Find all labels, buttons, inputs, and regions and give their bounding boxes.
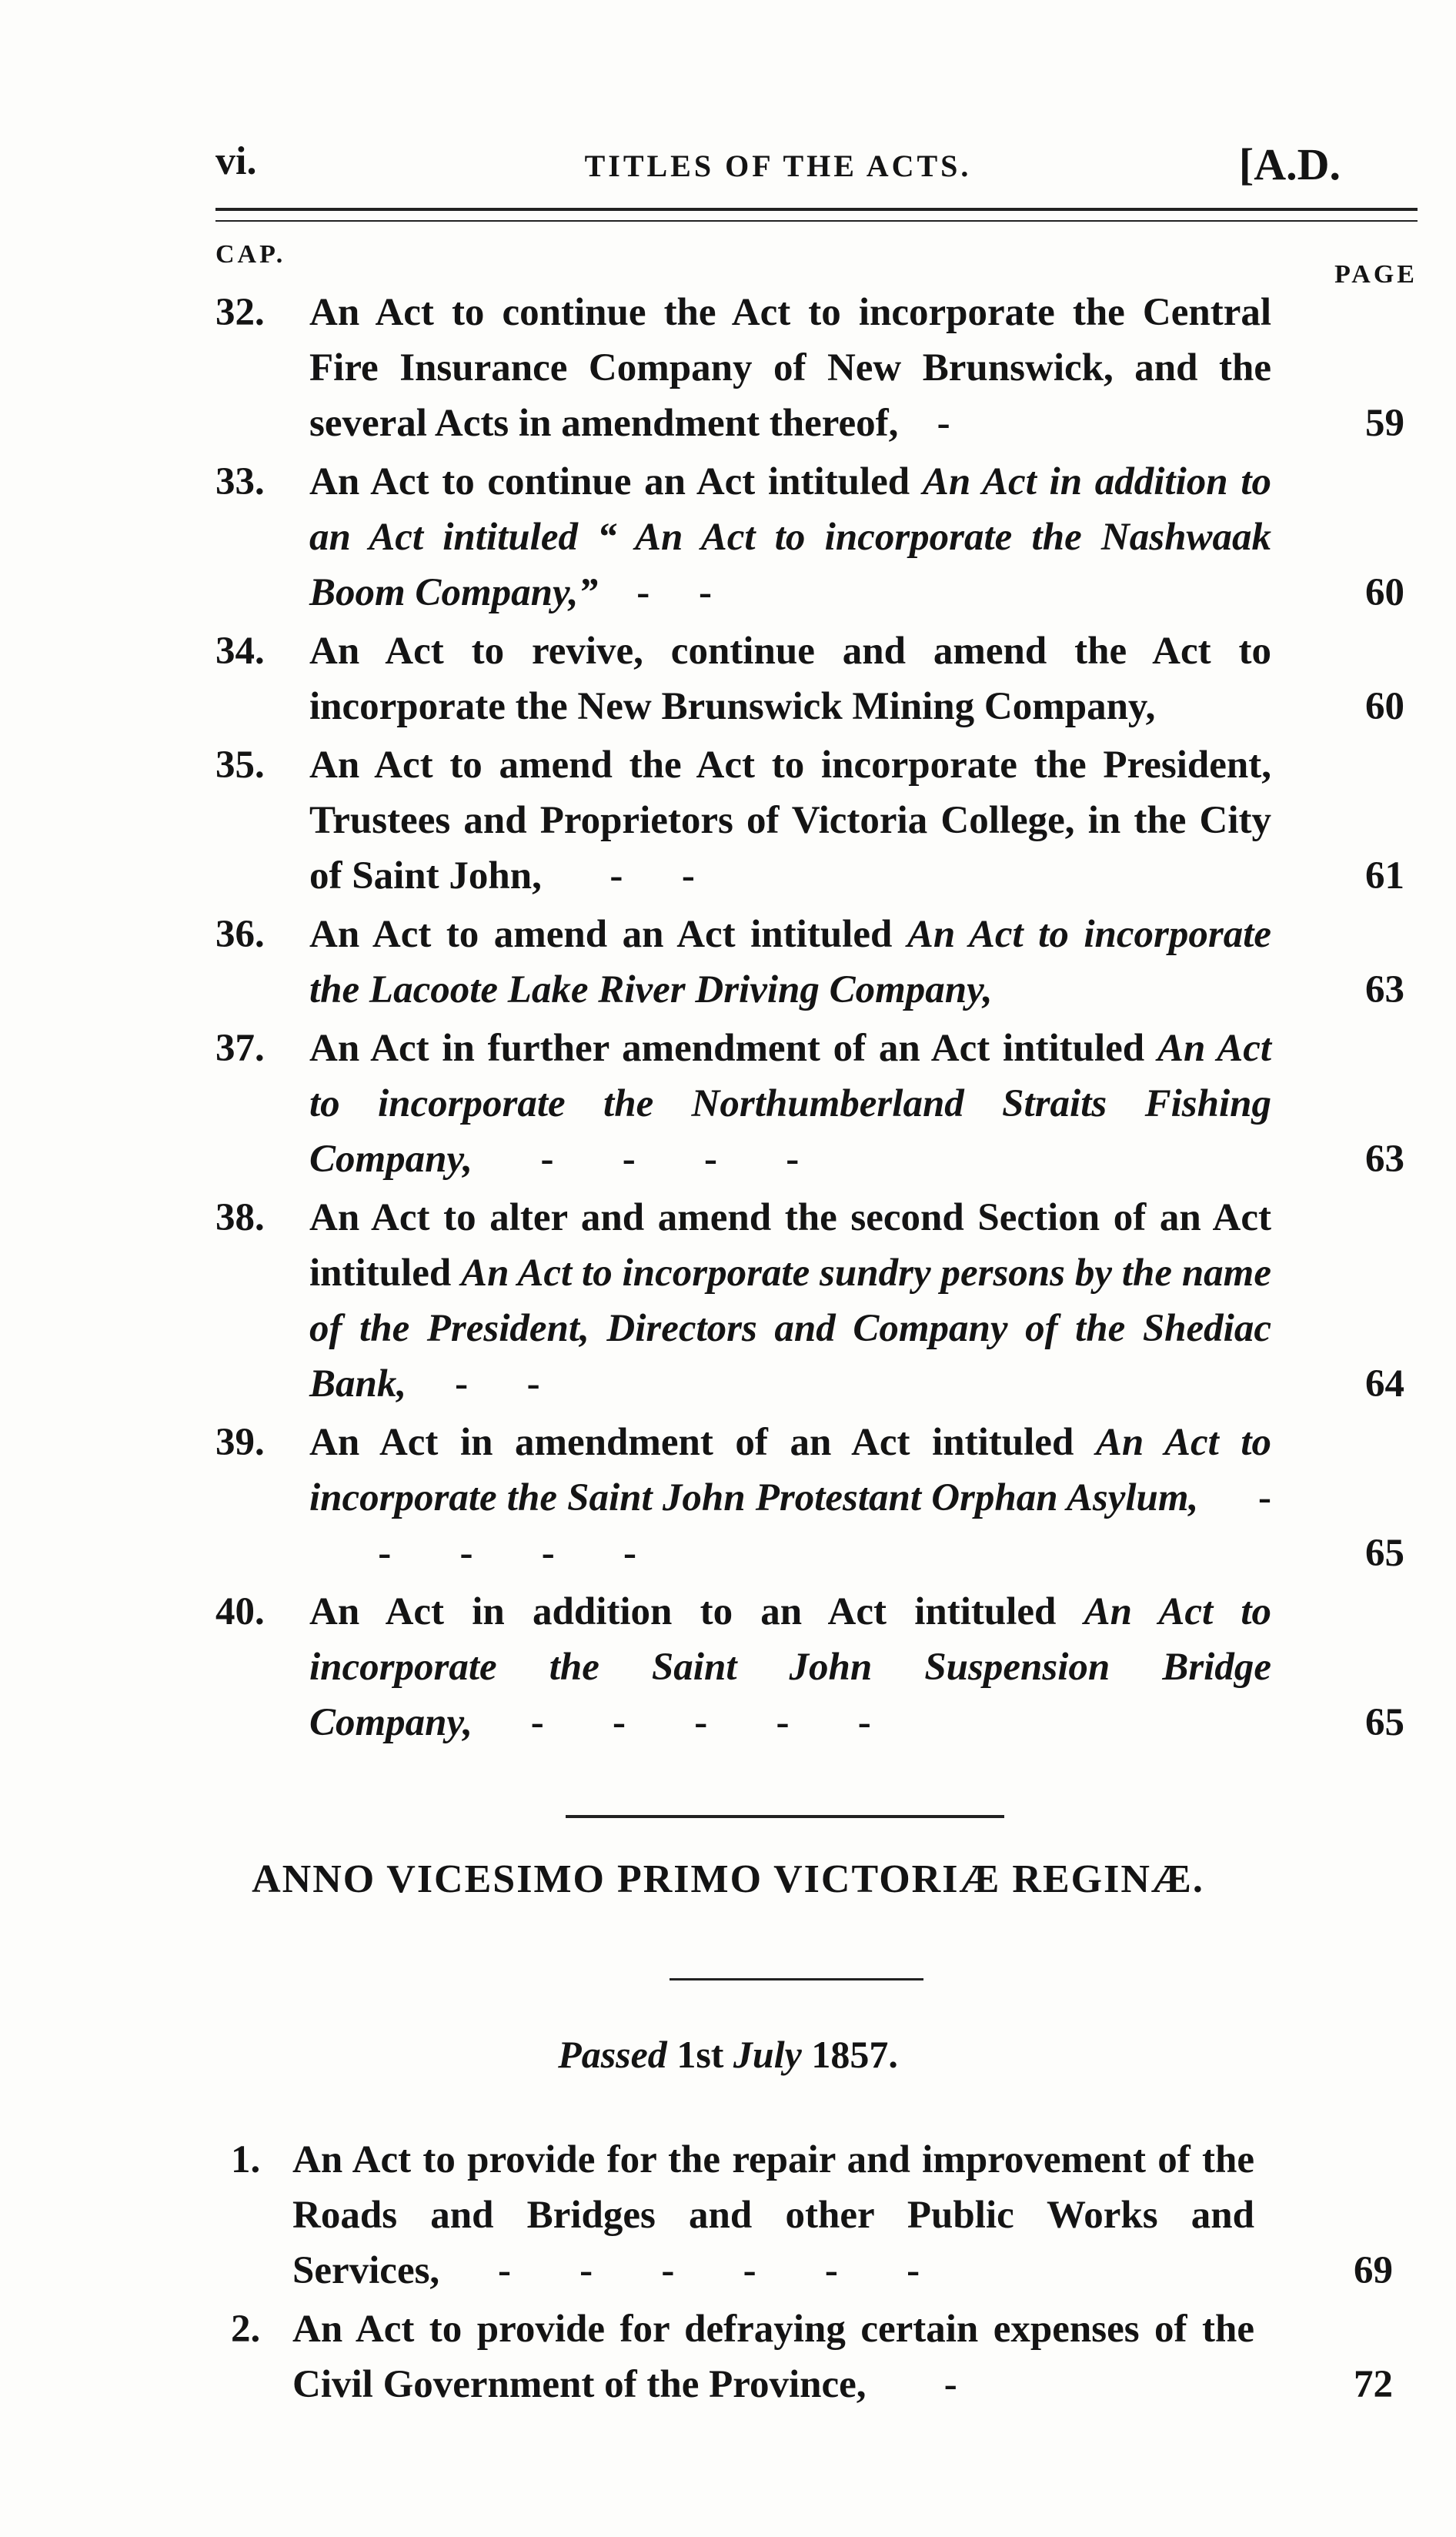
act-page-number: 65 xyxy=(1365,1701,1404,1744)
running-title: TITLES OF THE ACTS. xyxy=(584,149,972,183)
act-title: An Act in further amendment of an Act intituled An Act to incorporate the Northumberland Straits Fishing Company, - - - - xyxy=(309,1027,1272,1181)
act-page-number: 72 xyxy=(1354,2363,1393,2406)
act-entry-39 xyxy=(215,1415,1404,1581)
act-entry-1857-1 xyxy=(231,2132,1393,2298)
act-cap-number: 38. xyxy=(215,1196,265,1239)
act-entry-1857-2 xyxy=(231,2301,1393,2412)
act-cap-number: 32. xyxy=(215,291,265,334)
act-entry-36 xyxy=(215,907,1404,1018)
act-page-number: 60 xyxy=(1365,685,1404,728)
act-title: An Act to amend the Act to incorporate the President, Trustees and Proprietors of Victoria College, in the City of Saint John, - - xyxy=(309,744,1271,897)
act-cap-number: 36. xyxy=(215,913,265,956)
act-cap-number: 33. xyxy=(215,460,265,503)
act-page-number: 60 xyxy=(1365,571,1404,614)
act-entry-40 xyxy=(215,1584,1404,1750)
act-cap-number: 37. xyxy=(215,1027,265,1070)
section-sub-rule xyxy=(670,1978,923,1980)
running-year-label: [A.D. xyxy=(1238,139,1341,189)
act-entry-35 xyxy=(215,737,1404,904)
act-title: An Act to revive, continue and amend the Act to incorporate the New Brunswick Mining Company, xyxy=(309,630,1271,728)
act-cap-number: 34. xyxy=(215,630,265,673)
passed-date-line: Passed 1st July 1857. xyxy=(558,2033,898,2076)
act-title: An Act to continue an Act intituled An Act in addition to an Act intituled “ An Act to incorporate the Nashwaak Boom Company,” - - xyxy=(309,460,1271,614)
cap-column-label: CAP. xyxy=(215,240,286,269)
section-divider-rule xyxy=(566,1815,1004,1818)
act-cap-number: 2. xyxy=(231,2308,261,2351)
act-page-number: 69 xyxy=(1354,2249,1393,2292)
act-title: An Act in addition to an Act intituled An Act to incorporate the Saint John Suspension Bridge Company, - - - - - xyxy=(309,1590,1272,1744)
act-title: An Act in amendment of an Act intituled An Act to incorporate the Saint John Protestant Orphan Asylum, - - - - - xyxy=(309,1421,1271,1575)
act-cap-number: 40. xyxy=(215,1590,265,1633)
act-page-number: 59 xyxy=(1365,402,1404,445)
act-title: An Act to provide for defraying certain expenses of the Civil Government of the Province, - xyxy=(292,2308,1254,2406)
running-head xyxy=(215,139,1341,200)
act-title: An Act to continue the Act to incorporate the Central Fire Insurance Company of New Brunswick, and the several Acts in amendment thereof, - xyxy=(309,291,1271,445)
header-double-rule xyxy=(215,208,1418,222)
act-page-number: 61 xyxy=(1365,854,1404,897)
act-entry-37 xyxy=(215,1021,1404,1187)
act-entry-34 xyxy=(215,623,1404,734)
act-entry-32 xyxy=(215,285,1404,451)
act-cap-number: 39. xyxy=(215,1421,265,1464)
act-page-number: 65 xyxy=(1365,1532,1404,1575)
act-title: An Act to provide for the repair and improvement of the Roads and Bridges and other Public Works and Services, - - - - - - xyxy=(292,2138,1254,2292)
page-folio: vi. xyxy=(215,139,257,183)
act-entry-38 xyxy=(215,1190,1404,1412)
act-page-number: 63 xyxy=(1365,1138,1404,1181)
act-entry-33 xyxy=(215,454,1404,620)
act-title: An Act to amend an Act intituled An Act to incorporate the Lacoote Lake River Driving Company, xyxy=(309,913,1271,1011)
act-cap-number: 1. xyxy=(231,2138,261,2181)
column-labels xyxy=(215,240,1418,289)
act-title: An Act to alter and amend the second Section of an Act intituled An Act to incorporate sundry persons by the name of the President, Directors and Company of the Shediac Bank, - - xyxy=(309,1196,1271,1406)
act-page-number: 64 xyxy=(1365,1362,1404,1406)
act-page-number: 63 xyxy=(1365,968,1404,1011)
page-column-label: PAGE xyxy=(1334,260,1418,289)
act-cap-number: 35. xyxy=(215,744,265,787)
section-heading: ANNO VICESIMO PRIMO VICTORIÆ REGINÆ. xyxy=(252,1857,1204,1901)
